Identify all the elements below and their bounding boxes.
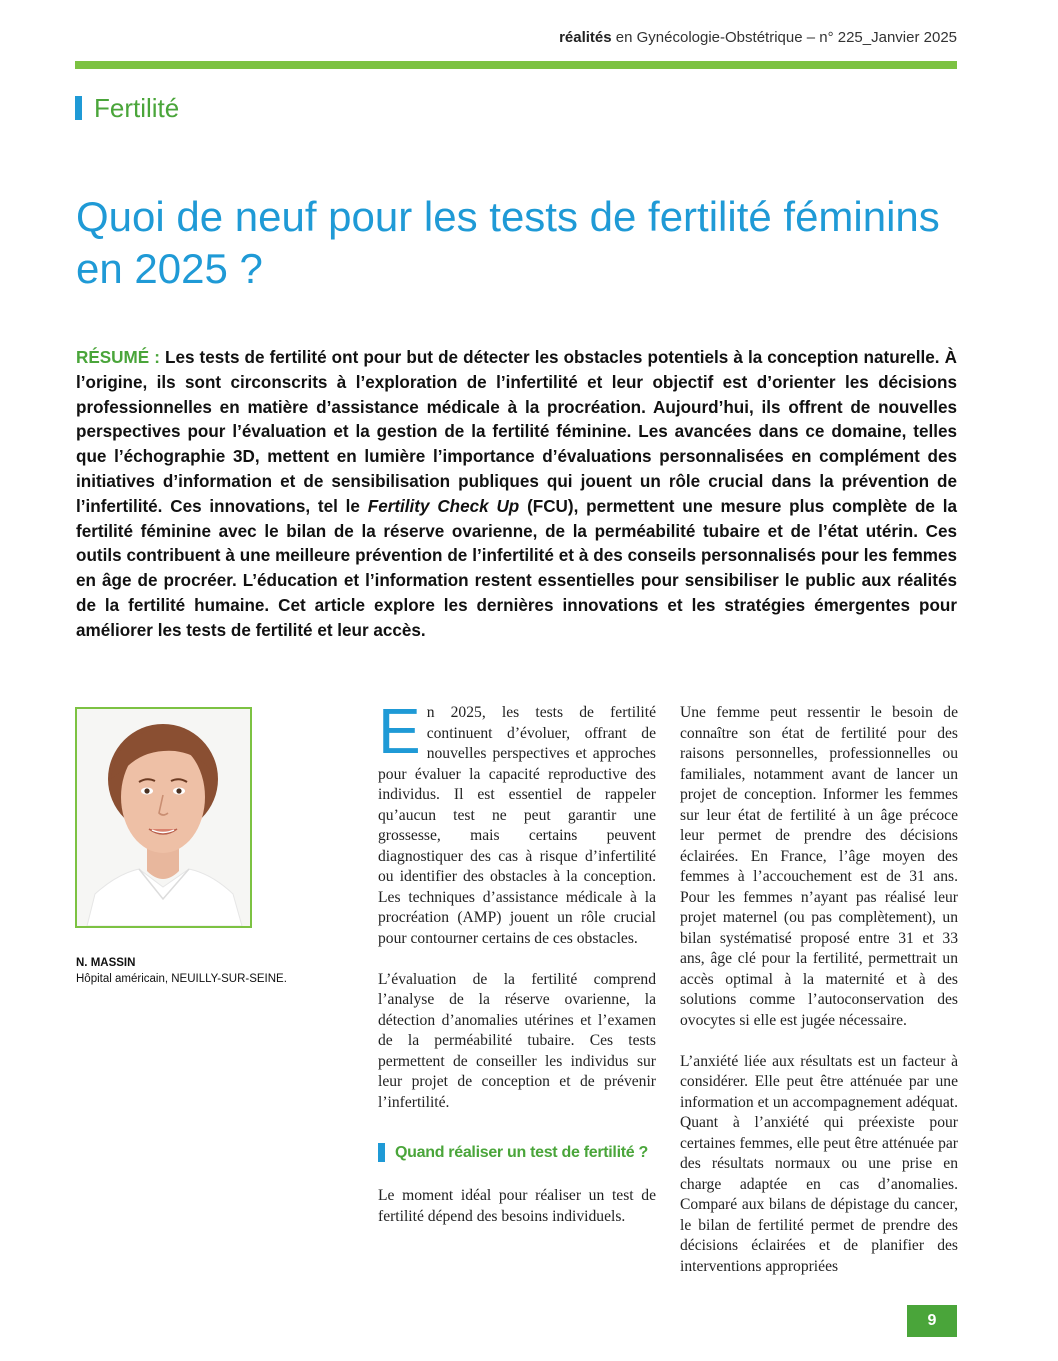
subheading-text: Quand réaliser un test de fertilité ? xyxy=(395,1144,648,1161)
abstract-text-1: Les tests de fertilité ont pour but de détecter les obstacles potentiels à la conception naturelle. À l’origine, ils sont circonscrits à l’exploration de l’infertilité et leur objectif est d’orienter les décisions professionnelles en matière d’assistance médicale à la procréation. Aujourd’hui, ils offrent de nouvelles perspectives pour l’évaluation et la gestion de la fertilité féminine. Les avancées dans ce domaine, telles que l’échographie 3D, mettent en lumière l’importance d’évaluations personnalisées en complément des initiatives d’information et de sensibilisation publiques qui jouent un rôle crucial dans la prévention de l’infertilité. Ces innovations, tel le xyxy=(76,348,957,516)
header-rule xyxy=(75,61,957,69)
abstract-label: RÉSUMÉ : xyxy=(76,348,160,367)
author-portrait-image xyxy=(77,709,250,926)
journal-issue: en Gynécologie-Obstétrique – n° 225_Janvier 2025 xyxy=(611,29,957,46)
body-column-right xyxy=(680,703,958,1298)
author-name: N. MASSIN xyxy=(76,957,136,969)
subheading-marker xyxy=(378,1143,385,1162)
article-title: Quoi de neuf pour les tests de fertilité féminins en 2025 ? xyxy=(76,193,940,292)
section-title: Fertilité xyxy=(94,92,180,123)
body-paragraph: L’évaluation de la fertilité comprend l’analyse de la réserve ovarienne, la détection d’anomalies utérines et l’examen de la perméabilité tubaire. Ces tests permettent de conseiller les individus sur leur projet de conception et de prévenir l’infertilité. xyxy=(378,970,656,1111)
author-affiliation: Hôpital américain, NEUILLY-SUR-SEINE. xyxy=(76,973,287,985)
abstract-text-2: (FCU), permettent une mesure plus complète de la fertilité féminine avec le bilan de la réserve ovarienne, de la perméabilité tubaire et de l’état utérin. Ces outils contribuent à une meilleure prévention de l’infertilité et à des conseils personnalisés pour les femmes en âge de procréer. L’éducation et l’information restent essentielles pour sensibiliser le public aux réalités de la fertilité humaine. Cet article explore les dernières innovations et les stratégies émergentes pour améliorer les tests de fertilité et leur accès. xyxy=(76,496,957,640)
journal-brand: réalités xyxy=(559,29,612,46)
drop-cap: E xyxy=(378,695,421,767)
section-marker xyxy=(75,96,82,120)
body-paragraph: Une femme peut ressentir le besoin de connaître son état de fertilité pour des raisons personnelles, professionnelles ou familiales, notamment avant de lancer un projet de conception. Informer les femmes sur leur état de fertilité à un âge précoce leur permet de prendre des décisions éclairées. En France, l’âge moyen des femmes à l’accouchement est de 31 ans. Pour les femmes n’ayant pas réalisé leur projet maternel (ou pas complètement), un bilan systématisé proposé entre 31 et 33 ans, âge clé pour la fertilité, permettrait un accès optimal à la maternité et à des solutions comme l’autoconservation des ovocytes si elle est jugée nécessaire. xyxy=(680,704,958,1029)
body-text: n 2025, les tests de fertilité continuent d’évoluer, offrant de nouvelles perspectives et approches pour évaluer la capacité reproductive des individus. Il est essentiel de rappeler qu’aucun test ne peut garantir une grossesse, mais certains peuvent diagnostiquer des cas à risque d’infertilité ou identifier des obstacles à la conception. Les techniques d’assistance médicale à la procréation (AMP) jouent un rôle crucial pour contourner certains de ces obstacles. xyxy=(378,704,656,947)
subheading xyxy=(378,1143,656,1162)
body-paragraph xyxy=(378,695,656,949)
author-photo xyxy=(75,707,252,928)
page-number: 9 xyxy=(907,1305,957,1337)
abstract xyxy=(76,346,957,644)
body-paragraph: Le moment idéal pour réaliser un test de fertilité dépend des besoins individuels. xyxy=(378,1187,656,1225)
abstract-emphasis: Fertility Check Up xyxy=(367,496,520,516)
running-header xyxy=(559,29,957,46)
body-paragraph: L’anxiété liée aux résultats est un facteur à considérer. Elle peut être atténuée par une information et un accompagnement adéquat. Quant à l’anxiété qui préexiste pour certaines femmes, elle peut être atténuée par des résultats normaux ou une prise en charge adaptée en cas d’anomalies. Comparé aux bilans de dépistage du cancer, le bilan de fertilité permet de prendre des décisions éclairées et de planifier des interventions appropriées xyxy=(680,1052,958,1275)
section-label xyxy=(75,93,179,123)
body-column-middle xyxy=(378,695,656,1248)
